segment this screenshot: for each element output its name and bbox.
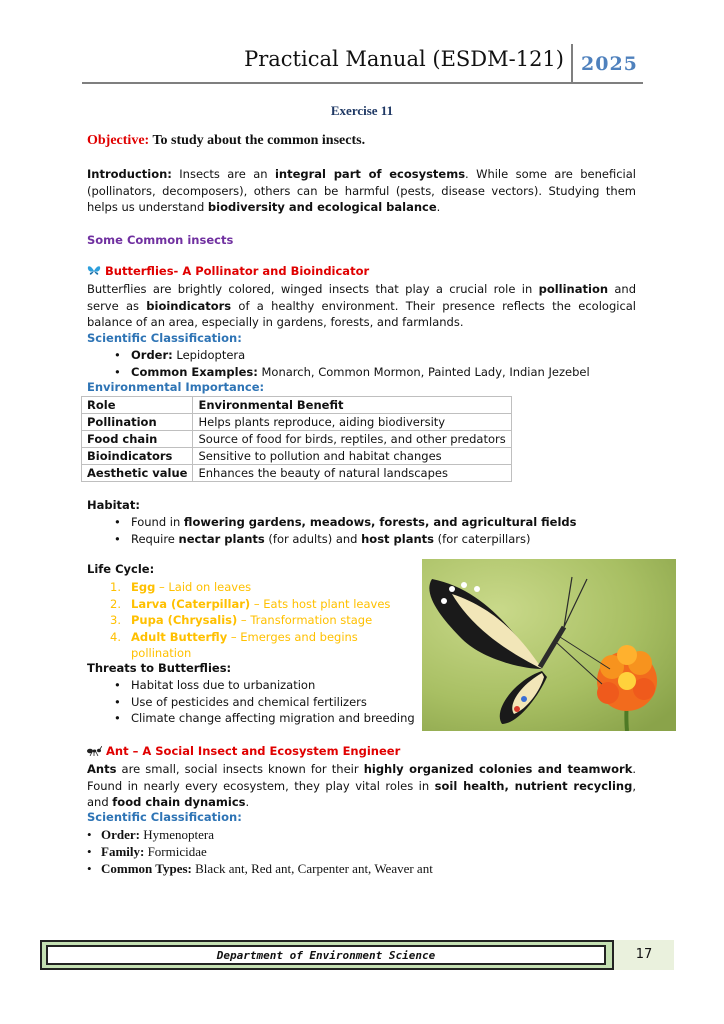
table-row (82, 431, 512, 448)
butterfly-classification-heading: Scientific Classification: (87, 331, 242, 345)
environmental-importance-heading: Environmental Importance: (87, 380, 265, 394)
stage-name: Pupa (Chrysalis) (131, 613, 238, 627)
habitat-bold: flowering gardens, meadows, forests, and agricultural fields (183, 515, 577, 529)
table-header: Environmental Benefit (193, 397, 511, 414)
examples-label: Common Examples: (131, 364, 258, 379)
table-row (82, 414, 512, 431)
butterflies-bold: bioindicators (146, 298, 232, 313)
intro-bold: integral part of ecosystems (274, 167, 466, 181)
habitat-text: Require (131, 531, 179, 546)
butterflies-heading-row (87, 264, 369, 280)
list-item (87, 629, 417, 662)
table-header: Role (82, 397, 193, 414)
butterflies-bold: pollination (538, 282, 609, 296)
list-item (87, 826, 647, 843)
stage-name: Larva (Caterpillar) (131, 596, 251, 611)
header-rule (82, 82, 643, 84)
manual-year: 2025 (581, 53, 638, 75)
stage-desc: – Emerges and begins pollination (131, 629, 358, 660)
ant-classification-heading: Scientific Classification: (87, 810, 242, 824)
common-insects-heading: Some Common insects (87, 233, 234, 247)
intro-text: . (436, 200, 441, 214)
environmental-table (81, 396, 512, 482)
objective-text: To study about the common insects. (149, 133, 366, 148)
introduction-paragraph (87, 166, 636, 216)
order-value: Lepidoptera (172, 348, 246, 362)
ants-bold: Ants (87, 762, 117, 776)
habitat-heading: Habitat: (87, 498, 140, 512)
family-label: Family: (101, 844, 145, 859)
step-number: 2. (110, 596, 121, 611)
habitat-text: (for adults) and (264, 531, 362, 546)
objective-label: Objective: (87, 133, 150, 148)
ants-bold: highly organized colonies and teamwork (363, 762, 633, 776)
habitat-bold: host plants (361, 531, 435, 546)
intro-bold: biodiversity and ecological balance (207, 200, 437, 214)
examples-value: Monarch, Common Mormon, Painted Lady, Indian Jezebel (257, 364, 590, 379)
ants-heading-row (87, 744, 400, 759)
table-cell: Food chain (82, 431, 193, 448)
types-value: Black ant, Red ant, Carpenter ant, Weaver ant (191, 861, 433, 876)
step-number: 1. (110, 580, 121, 594)
order-value: Hymenoptera (139, 827, 214, 842)
ants-text: are small, social insects known for their (116, 762, 364, 776)
list-item: • Use of pesticides and chemical fertilizers (87, 694, 417, 711)
order-label: Order: (131, 348, 173, 362)
butterfly-photo (422, 559, 676, 731)
objective (87, 133, 365, 149)
list-item: • Habitat loss due to urbanization (87, 677, 417, 694)
stage-desc: – Transformation stage (237, 613, 373, 627)
ants-bold: food chain dynamics (112, 795, 246, 809)
habitat-text: Found in (131, 515, 184, 529)
list-item (87, 347, 647, 364)
table-cell: Sensitive to pollution and habitat changes (193, 448, 511, 465)
ant-icon (87, 745, 102, 759)
list-item (87, 364, 647, 381)
butterfly-classification-list (87, 347, 647, 380)
list-item (87, 843, 647, 860)
ants-text: . (245, 795, 250, 809)
butterflies-text: of a healthy environment. Their presence reflects the ecological balance of an area, especially in gardens, forests, and farmlands. (87, 298, 637, 329)
butterflies-paragraph (87, 281, 636, 331)
list-item (87, 596, 417, 613)
butterflies-text: Butterflies are brightly colored, winged insects that play a crucial role in (87, 282, 539, 296)
table-row (82, 448, 512, 465)
order-label: Order: (101, 827, 140, 842)
footer-department: Department of Environment Science (46, 945, 606, 965)
types-label: Common Types: (101, 861, 192, 876)
stage-name: Egg (131, 580, 156, 594)
ants-text: , and (87, 778, 636, 809)
ants-text: . Found in nearly every ecosystem, they play vital roles in (87, 762, 636, 793)
ants-heading: Ant – A Social Insect and Ecosystem Engineer (106, 744, 401, 758)
step-number: 4. (110, 629, 121, 644)
threats-list (87, 677, 417, 727)
ants-paragraph (87, 761, 636, 811)
table-cell: Pollination (82, 414, 193, 431)
page-number: 17 (612, 940, 674, 970)
ant-classification-list (87, 826, 647, 877)
header-divider (571, 44, 573, 84)
stage-name: Adult Butterfly (131, 629, 228, 644)
list-item (87, 531, 647, 548)
habitat-list (87, 514, 647, 547)
exercise-title: Exercise 11 (330, 103, 394, 118)
intro-text: . While some are beneficial (pollinators, decomposers), others can be harmful (pests, disease vectors). Studying them helps us understand (87, 167, 636, 214)
life-cycle-heading: Life Cycle: (87, 562, 155, 576)
ants-bold: soil health, nutrient recycling (434, 778, 633, 793)
habitat-text: (for caterpillars) (434, 531, 531, 546)
table-cell: Source of food for birds, reptiles, and other predators (193, 431, 511, 448)
list-item (87, 579, 417, 596)
butterfly-icon (87, 265, 101, 280)
list-item (87, 860, 647, 877)
table-cell: Aesthetic value (82, 465, 193, 482)
table-cell: Bioindicators (82, 448, 193, 465)
habitat-bold: nectar plants (178, 531, 265, 546)
manual-title: Practical Manual (ESDM-121) (244, 47, 564, 71)
step-number: 3. (110, 613, 121, 627)
introduction-label: Introduction: (87, 167, 172, 181)
stage-desc: – Laid on leaves (155, 580, 252, 594)
table-row (82, 465, 512, 482)
table-cell: Enhances the beauty of natural landscapes (193, 465, 511, 482)
intro-text: Insects are an (171, 167, 275, 181)
life-cycle-list (87, 579, 417, 662)
list-item (87, 514, 647, 531)
list-item: • Climate change affecting migration and breeding (87, 710, 417, 727)
table-header-row (82, 397, 512, 414)
list-item (87, 612, 417, 629)
butterflies-text: and serve as (87, 282, 637, 313)
table-cell: Helps plants reproduce, aiding biodiversity (193, 414, 511, 431)
family-value: Formicidae (144, 844, 207, 859)
threats-heading: Threats to Butterflies: (87, 661, 232, 675)
stage-desc: – Eats host plant leaves (250, 596, 391, 611)
butterflies-heading: Butterflies- A Pollinator and Bioindicator (105, 264, 370, 278)
